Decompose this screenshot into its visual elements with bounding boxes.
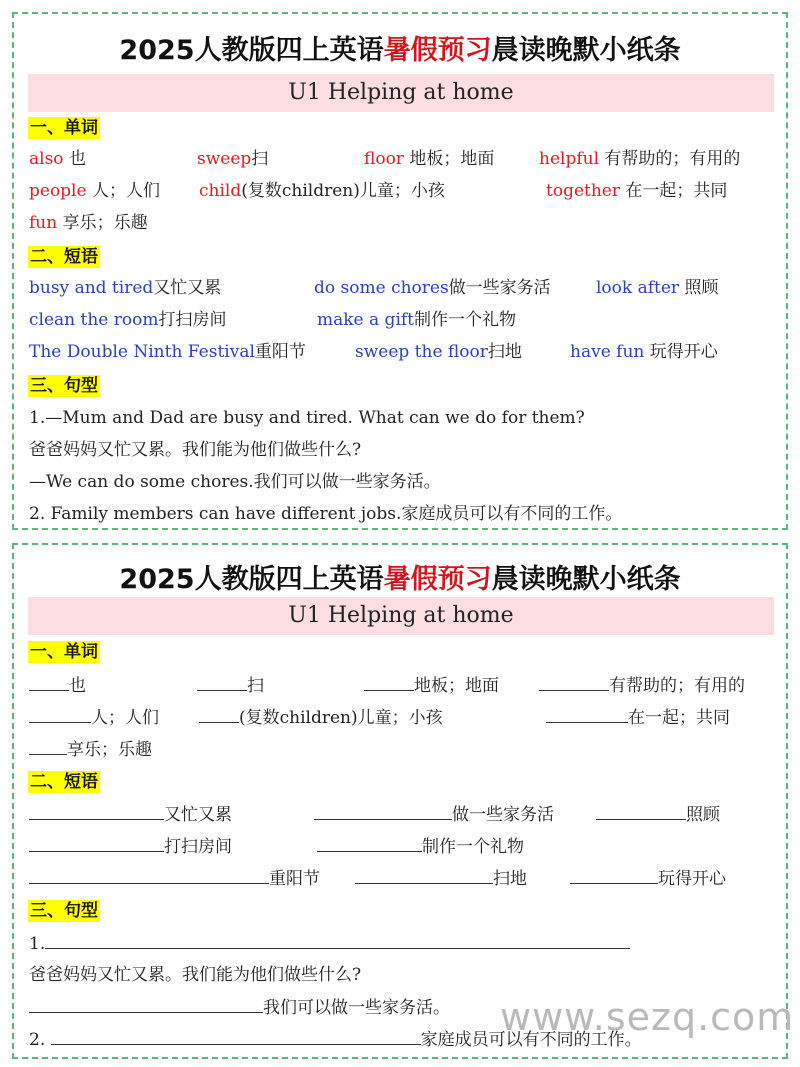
word-blank[interactable]: 享乐；乐趣 xyxy=(29,738,152,761)
phrase-blank[interactable]: 重阳节 xyxy=(29,867,320,890)
card-title: 2025人教版四上英语暑假预习晨读晚默小纸条 xyxy=(119,564,681,595)
phrase-item: make a gift制作一个礼物 xyxy=(317,310,517,330)
word-blank[interactable]: 地板；地面 xyxy=(364,674,499,697)
phrase-blank[interactable]: 照顾 xyxy=(596,803,720,826)
sentence-line: 爸爸妈妈又忙又累。我们能为他们做些什么? xyxy=(29,440,362,460)
dictation-card xyxy=(12,543,788,1059)
phrase-item: have fun 玩得开心 xyxy=(570,342,718,362)
phrase-item: look after 照顾 xyxy=(596,278,719,298)
word-item: people 人；人们 xyxy=(29,181,160,201)
word-blank[interactable]: 扫 xyxy=(197,674,264,697)
sentence-line: 2. Family members can have different jobs.家庭成员可以有不同的工作。 xyxy=(29,504,623,524)
sentence-blank[interactable]: 1. xyxy=(29,932,630,955)
phrase-blank[interactable]: 制作一个礼物 xyxy=(317,835,524,858)
sentence-line: 爸爸妈妈又忙又累。我们能为他们做些什么? xyxy=(29,965,362,985)
watermark: www.sezq.com xyxy=(500,995,795,1039)
word-item: fun 享乐；乐趣 xyxy=(29,213,148,233)
word-blank[interactable]: 有帮助的；有用的 xyxy=(539,674,745,697)
answer-card xyxy=(12,12,788,530)
phrase-item: clean the room打扫房间 xyxy=(29,310,227,330)
unit-heading: U1 Helping at home xyxy=(28,597,774,635)
section-phrases-label: 二、短语 xyxy=(30,247,98,267)
phrase-blank[interactable]: 做一些家务活 xyxy=(314,803,554,826)
section-phrases-label: 二、短语 xyxy=(30,772,98,792)
section-sentences-label: 三、句型 xyxy=(30,901,98,921)
phrase-item: sweep the floor扫地 xyxy=(355,342,522,362)
phrase-item: The Double Ninth Festival重阳节 xyxy=(29,342,306,362)
word-item: together 在一起；共同 xyxy=(546,181,728,201)
sentence-blank[interactable]: 2. 家庭成员可以有不同的工作。 xyxy=(29,1030,642,1050)
word-item: sweep扫 xyxy=(197,149,269,169)
word-blank[interactable]: 人；人们 xyxy=(29,706,159,729)
phrase-blank[interactable]: 又忙又累 xyxy=(29,803,232,826)
word-blank[interactable]: 在一起；共同 xyxy=(546,706,730,729)
word-item: also 也 xyxy=(29,149,86,169)
section-words-label: 一、单词 xyxy=(30,118,98,138)
phrase-blank[interactable]: 扫地 xyxy=(355,867,527,890)
card-title: 2025人教版四上英语暑假预习晨读晚默小纸条 xyxy=(119,35,681,66)
word-item: child(复数children)儿童；小孩 xyxy=(199,181,445,201)
phrase-item: busy and tired又忙又累 xyxy=(29,278,222,298)
phrase-blank[interactable]: 打扫房间 xyxy=(29,835,232,858)
word-blank[interactable]: 也 xyxy=(29,674,86,697)
word-blank[interactable]: (复数children)儿童；小孩 xyxy=(199,706,443,729)
word-item: helpful 有帮助的；有用的 xyxy=(539,149,741,169)
sentence-line: —We can do some chores.我们可以做一些家务活。 xyxy=(29,472,441,492)
sentence-blank[interactable]: 我们可以做一些家务活。 xyxy=(29,996,450,1019)
sentence-line: 1.—Mum and Dad are busy and tired. What can we do for them? xyxy=(29,408,585,428)
section-sentences-label: 三、句型 xyxy=(30,376,98,396)
phrase-blank[interactable]: 玩得开心 xyxy=(570,867,726,890)
unit-heading: U1 Helping at home xyxy=(28,74,774,112)
word-item: floor 地板；地面 xyxy=(364,149,495,169)
phrase-item: do some chores做一些家务活 xyxy=(314,278,551,298)
section-words-label: 一、单词 xyxy=(30,642,98,662)
